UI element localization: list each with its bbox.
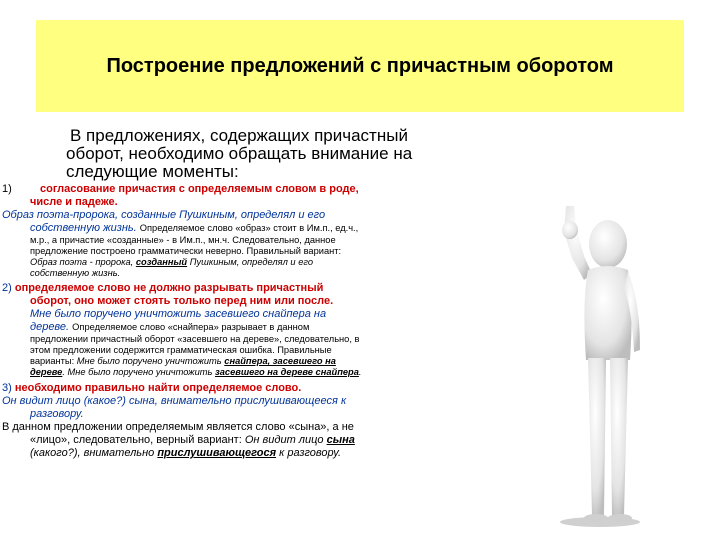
rule-2-fix1-b: снайпера, засевшего на [224,356,336,366]
rule-1-number: 1) [2,183,12,195]
figure-right-leg [610,358,628,515]
intro-line-3: следующие моменты: [66,162,239,181]
slide-title: Построение предложений с причастным оборотом [106,54,614,77]
rule-1-example-cont: собственную жизнь. [30,222,137,234]
rule-2-text-cont: оборот, оно может стоять только перед ним или после. [30,295,334,307]
rule-1-explanation-2: м.р., а причастие «созданные» - в Им.п., мн.ч. Следовательно, данное [30,235,336,245]
rule-1-fix-b: созданный [135,257,188,267]
rule-2-text: определяемое слово не должно разрывать причастный [14,282,324,294]
rule-1-text: согласование причастия с определяемым словом в роде, [40,183,359,195]
rule-1-example: Образ поэта-пророка, созданные Пушкиным, определял и его [2,209,326,221]
rule-1-explanation-3: предложение построено грамматически неверно. Правильный вариант: [30,246,342,256]
figure-head [589,220,627,268]
rule-1 [2,183,510,279]
pointing-figure-illustration [548,200,648,530]
intro-line-2: оборот, необходимо обращать внимание на [66,144,413,163]
rule-1-explanation: Определяемое слово «образ» стоит в Им.п., ед.ч., [139,223,359,233]
slide-body [2,126,510,460]
rule-3-explanation-cont: «лицо», следовательно, верный вариант: [30,434,242,446]
rule-2-fix1-a: Мне было поручено уничтожить [76,356,222,366]
figure-torso [584,266,631,360]
figure-left-leg [588,358,606,515]
rule-3-fix-a: Он видит лицо [244,434,324,446]
intro-line-1: В предложениях, содержащих причастный [70,126,408,145]
rule-3-example-cont: разговору. [30,408,84,420]
rule-2-number: 2) [2,282,12,294]
rule-2-example-cont: дереве. [30,321,70,333]
rule-3 [2,382,510,460]
rule-1-fix-a: Образ поэта - пророка, [30,257,134,267]
rule-2-explanation-3: этом предложении содержится грамматическая ошибка. Правильные [30,345,332,355]
rule-2-explanation: Определяемое слово «снайпера» разрывает в данном [72,322,310,332]
rule-2-example: Мне было поручено уничтожить засевшего снайпера на [30,308,327,320]
rule-2-explanation-4: варианты: [30,356,75,366]
rule-1-fix-c: Пушкиным, определял и его [189,257,314,267]
rule-2: 2) определяемое слово не должно разрывать причастный оборот, оно может стоять только перед ним или после. Мне было поручено уничтожить засевшего снайпера на дереве. Определяемое слово «снайпера» разрывает в данном предложении причастный оборот «засевшего на дереве», следовательно, в этом предложении содержится грамматическая ошибка. Правильные варианты: Мне было поручено уничтожить снайпера, засевшего на дереве. Мне было поручено уничтожить засевшего на дереве снайпера. [2,282,362,377]
rule-3-fix-d: прислушивающегося [157,447,277,459]
rule-3-fix-c: (какого?), внимательно [30,447,155,459]
rule-3-explanation: В данном предложении определяемым является слово «сына», а не [2,421,354,433]
rule-2-fix1-c: дереве [30,367,63,377]
figure-raised-arm [564,206,592,280]
rule-1-fix-d: собственную жизнь. [30,268,121,278]
intro-paragraph [60,127,510,181]
rule-1-text-cont: числе и падеже. [30,196,118,208]
rule-3-number: 3) [2,382,12,394]
rule-2-fix2-a: Мне было поручено уничтожить [67,367,213,377]
title-banner [36,20,684,112]
rule-3-example: Он видит лицо (какое?) сына, внимательно прислушивающееся к [2,395,347,407]
rule-3-text: необходимо правильно найти определяемое слово. [14,382,302,394]
rule-3-fix-e: к разговору. [279,447,342,459]
rule-2-fix2-b: засевшего на дереве снайпера [214,367,359,377]
rule-2-explanation-2: предложении причастный оборот «засевшего на дереве», следовательно, в [30,334,360,344]
rule-3-fix-b: сына [326,434,355,446]
